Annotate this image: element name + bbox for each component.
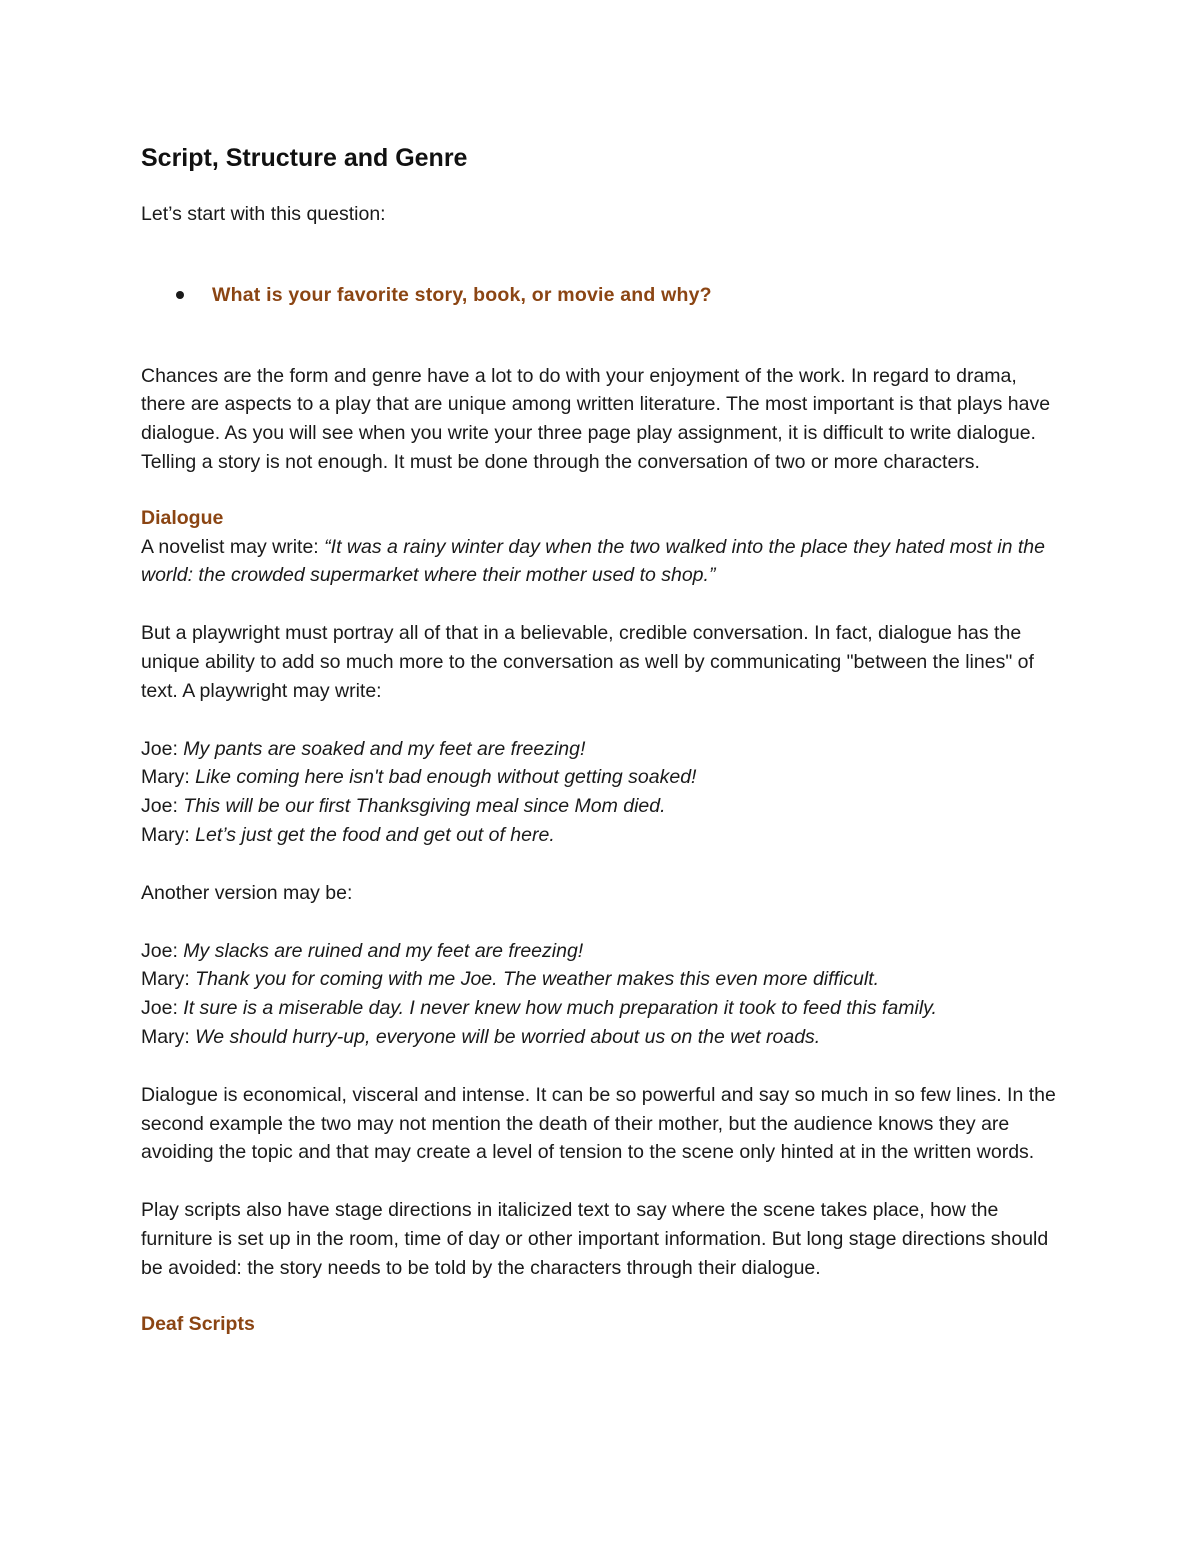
dialogue-line <box>141 792 1061 821</box>
paragraph-stage-directions: Play scripts also have stage directions in italicized text to say where the scene takes place, how the furniture is set up in the room, time of day or other important information. But long stage directions should be avoided: the story needs to be told by the characters through their dialogue. <box>141 1199 1049 1279</box>
question-bullet <box>141 281 1061 310</box>
dialogue-example-1 <box>141 735 1061 850</box>
dialogue-line <box>141 821 1061 850</box>
dialogue-line <box>141 937 1061 966</box>
line-text: My pants are soaked and my feet are freezing! <box>183 737 586 760</box>
line-text: Thank you for coming with me Joe. The weather makes this even more difficult. <box>195 968 880 991</box>
dialogue-example-2 <box>141 937 1061 1052</box>
speaker: Joe: <box>141 795 184 818</box>
page-title: Script, Structure and Genre <box>141 144 468 172</box>
line-text: It sure is a miserable day. I never knew how much preparation it took to feed this family. <box>183 997 937 1020</box>
heading-deaf-scripts: Deaf Scripts <box>141 1312 255 1335</box>
another-version-text: Another version may be: <box>141 881 353 904</box>
novelist-lead: A novelist may write: <box>141 535 325 558</box>
line-text: My slacks are ruined and my feet are freezing! <box>183 939 584 962</box>
question-text: What is your favorite story, book, or movie and why? <box>212 283 712 306</box>
speaker: Joe: <box>141 997 184 1020</box>
line-text: This will be our first Thanksgiving meal since Mom died. <box>183 795 666 818</box>
heading-dialogue: Dialogue <box>141 506 224 529</box>
line-text: Let’s just get the food and get out of here. <box>195 823 555 846</box>
intro-text: Let’s start with this question: <box>141 203 386 225</box>
line-text: We should hurry-up, everyone will be worried about us on the wet roads. <box>195 1025 821 1048</box>
paragraph-economical: Dialogue is economical, visceral and intense. It can be so powerful and say so much in so few lines. In the second example the two may not mention the death of their mother, but the audience knows they are avoiding the topic and that may create a level of tension to the scene only hinted at in the written words. <box>141 1083 1056 1164</box>
speaker: Mary: <box>141 968 196 991</box>
speaker: Mary: <box>141 1025 196 1048</box>
dialogue-line <box>141 1023 1061 1052</box>
bullet-icon <box>176 291 184 299</box>
novelist-example <box>141 533 1061 591</box>
speaker: Mary: <box>141 823 196 846</box>
document-body <box>141 140 1061 1338</box>
paragraph-intro: Chances are the form and genre have a lot to do with your enjoyment of the work. In regard to drama, there are aspects to a play that are unique among written literature. The most important is that plays have dialogue. As you will see when you write your three page play assignment, it is difficult to write dialogue. Telling a story is not enough. It must be done through the conversation of two or more characters. <box>141 364 1051 473</box>
novelist-quote: “It was a rainy winter day when the two walked into the place they hated most in the world: the crowded supermarket where their mother used to shop.” <box>141 535 1045 587</box>
speaker: Joe: <box>141 939 184 962</box>
paragraph-playwright: But a playwright must portray all of that in a believable, credible conversation. In fact, dialogue has the unique ability to add so much more to the conversation as well by communicating "between the lines" of text. A playwright may write: <box>141 622 1034 702</box>
speaker: Mary: <box>141 766 196 789</box>
dialogue-line <box>141 994 1061 1023</box>
speaker: Joe: <box>141 737 184 760</box>
dialogue-line <box>141 763 1061 792</box>
line-text: Like coming here isn't bad enough without getting soaked! <box>195 766 697 789</box>
dialogue-line <box>141 735 1061 764</box>
dialogue-line <box>141 965 1061 994</box>
